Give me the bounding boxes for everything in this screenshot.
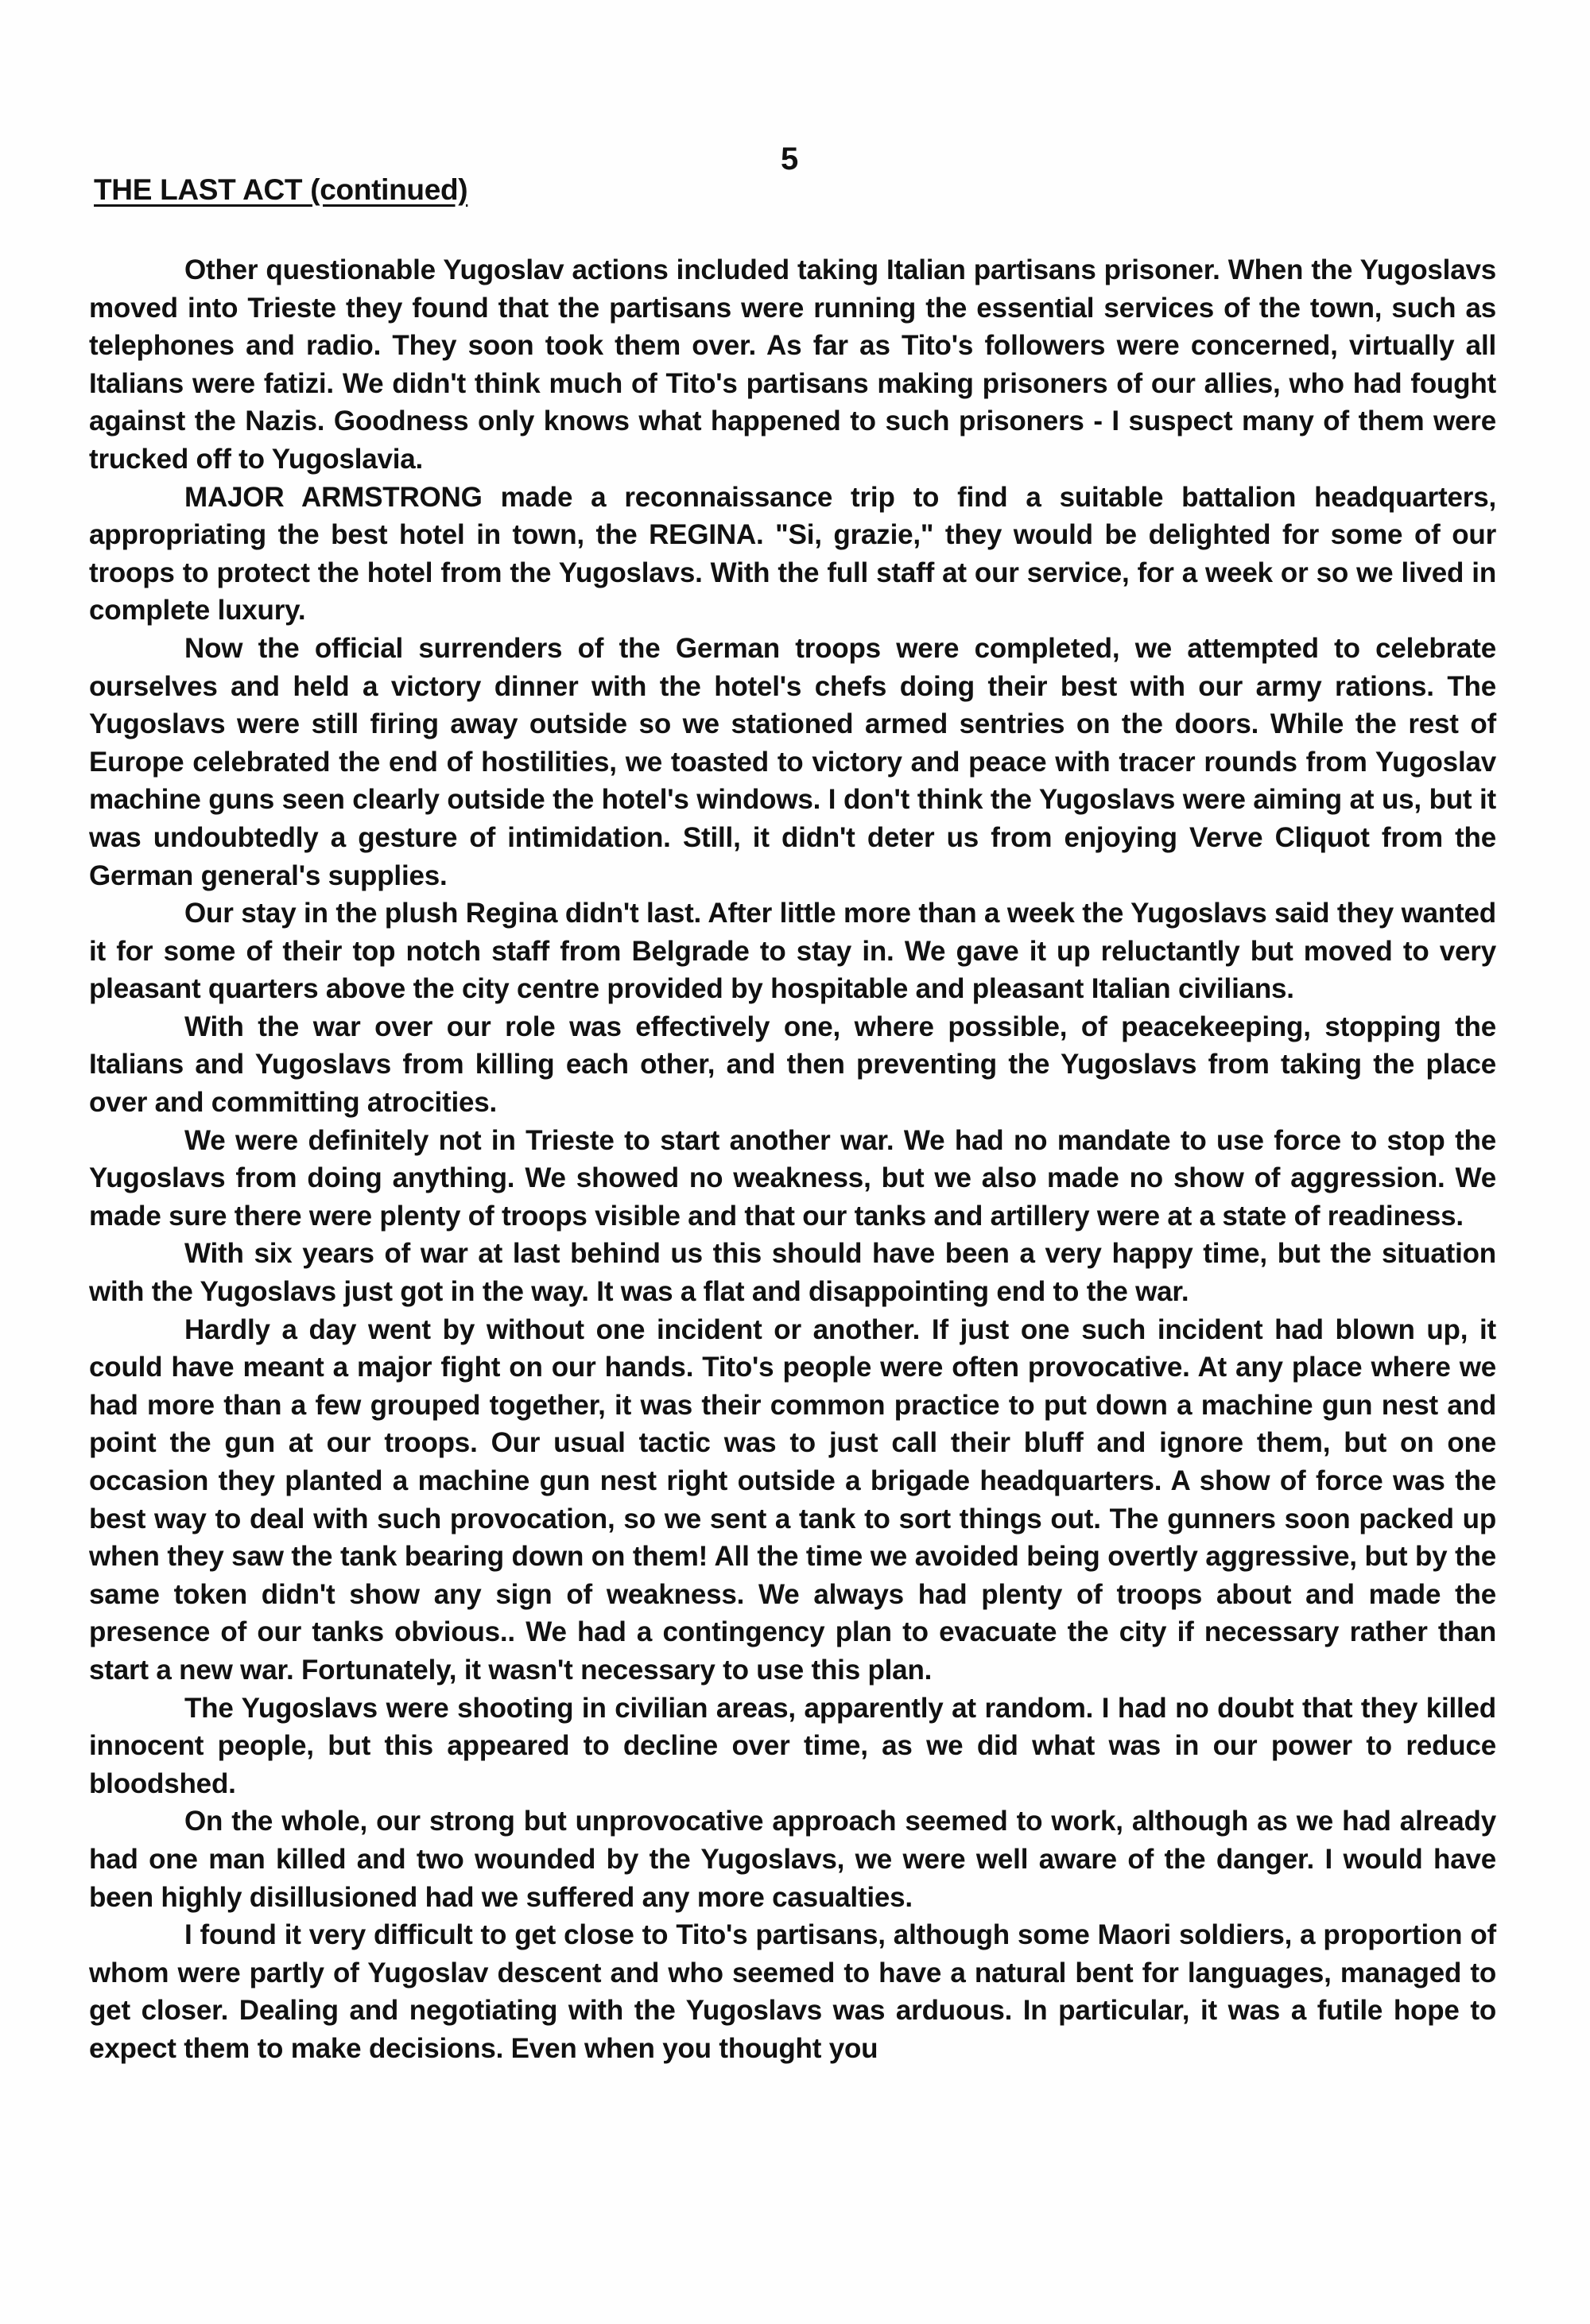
paragraph-no-mandate: We were definitely not in Trieste to start another war. We had no mandate to use force to stop the Yugoslavs from doing anything. We showed no weakness, but we also made no show of aggression. We made sure there were plenty of troops visible and that our tanks and artillery were at a state of readiness. xyxy=(89,1124,1496,1232)
paragraph-leaving-regina: Our stay in the plush Regina didn't last. After little more than a week the Yugoslavs said they wanted it for some of their top notch staff from Belgrade to stay in. We gave it up reluctantly but moved to very pleasant quarters above the city centre provided by hospitable and pleasant Italian civilians. xyxy=(89,898,1496,1005)
paragraph-negotiations: I found it very difficult to get close to Tito's partisans, although some Maori soldiers, a proportion of whom were partly of Yugoslav descent and who seemed to have a natural bent for languages, managed to get closer. Dealing and negotiating with the Yugoslavs was arduous. In particular, it was a futile hope to expect them to make decisions. Even when you thought you xyxy=(89,1919,1496,2064)
paragraph-approach-worked: On the whole, our strong but unprovocative approach seemed to work, although as we had already had one man killed and two wounded by the Yugoslavs, we were well aware of the danger. I would have been highly disillusioned had we suffered any more casualties. xyxy=(89,1806,1496,1913)
section-heading: THE LAST ACT (continued) xyxy=(94,173,468,206)
paragraph-flat-end: With six years of war at last behind us this should have been a very happy time, but the situation with the Yugoslavs just got in the way. It was a flat and disappointing end to the war. xyxy=(89,1238,1496,1308)
body-text xyxy=(89,251,1496,2068)
paragraph-civilian-shooting: The Yugoslavs were shooting in civilian areas, apparently at random. I had no doubt that they killed innocent people, but this appeared to decline over time, as we did what was in our power to reduce bloodshed. xyxy=(89,1692,1496,1799)
paragraph-victory-dinner: Now the official surrenders of the German troops were completed, we attempted to celebrate ourselves and held a victory dinner with the hotel's chefs doing their best with our army rations. The Yugoslavs were still firing away outside so we stationed armed sentries on the doors. While the rest of Europe celebrated the end of hostilities, we toasted to victory and peace with tracer rounds from Yugoslav machine guns seen clearly outside the hotel's windows. I don't think the Yugoslavs were aiming at us, but it was undoubtedly a gesture of intimidation. Still, it didn't deter us from enjoying Verve Cliquot from the German general's supplies. xyxy=(89,632,1496,891)
page-number: 5 xyxy=(781,142,799,177)
paragraph-incidents: Hardly a day went by without one incident or another. If just one such incident had blown up, it could have meant a major fight on our hands. Tito's people were often provocative. At any place where we had more than a few grouped together, it was their common practice to put down a machine gun nest and point the gun at our troops. Our usual tactic was to just call their bluff and ignore them, but on one occasion they planted a machine gun nest right outside a brigade headquarters. A show of force was the best way to deal with such provocation, so we sent a tank to sort things out. The gunners soon packed up when they saw the tank bearing down on them! All the time we avoided being overtly aggressive, but by the same token didn't show any sign of weakness. We always had plenty of troops about and made the presence of our tanks obvious.. We had a contingency plan to evacuate the city if necessary rather than start a new war. Fortunately, it wasn't necessary to use this plan. xyxy=(89,1313,1496,1686)
paragraph-italian-partisans: Other questionable Yugoslav actions included taking Italian partisans prisoner. When the Yugoslavs moved into Trieste they found that the partisans were running the essential services of the town, such as telephones and radio. They soon took them over. As far as Tito's followers were concerned, virtually all Italians were fatizi. We didn't think much of Tito's partisans making prisoners of our allies, who had fought against the Nazis. Goodness only knows what happened to such prisoners - I suspect many of them were trucked off to Yugoslavia. xyxy=(89,254,1496,475)
paragraph-peacekeeping-role: With the war over our role was effectively one, where possible, of peacekeeping, stopping the Italians and Yugoslavs from killing each other, and then preventing the Yugoslavs from taking the place over and committing atrocities. xyxy=(89,1011,1496,1119)
paragraph-regina-hotel: MAJOR ARMSTRONG made a reconnaissance trip to find a suitable battalion headquarters, appropriating the best hotel in town, the REGINA. "Si, grazie," they would be delighted for some of our troops to protect the hotel from the Yugoslavs. With the full staff at our service, for a week or so we lived in complete luxury. xyxy=(89,481,1496,627)
